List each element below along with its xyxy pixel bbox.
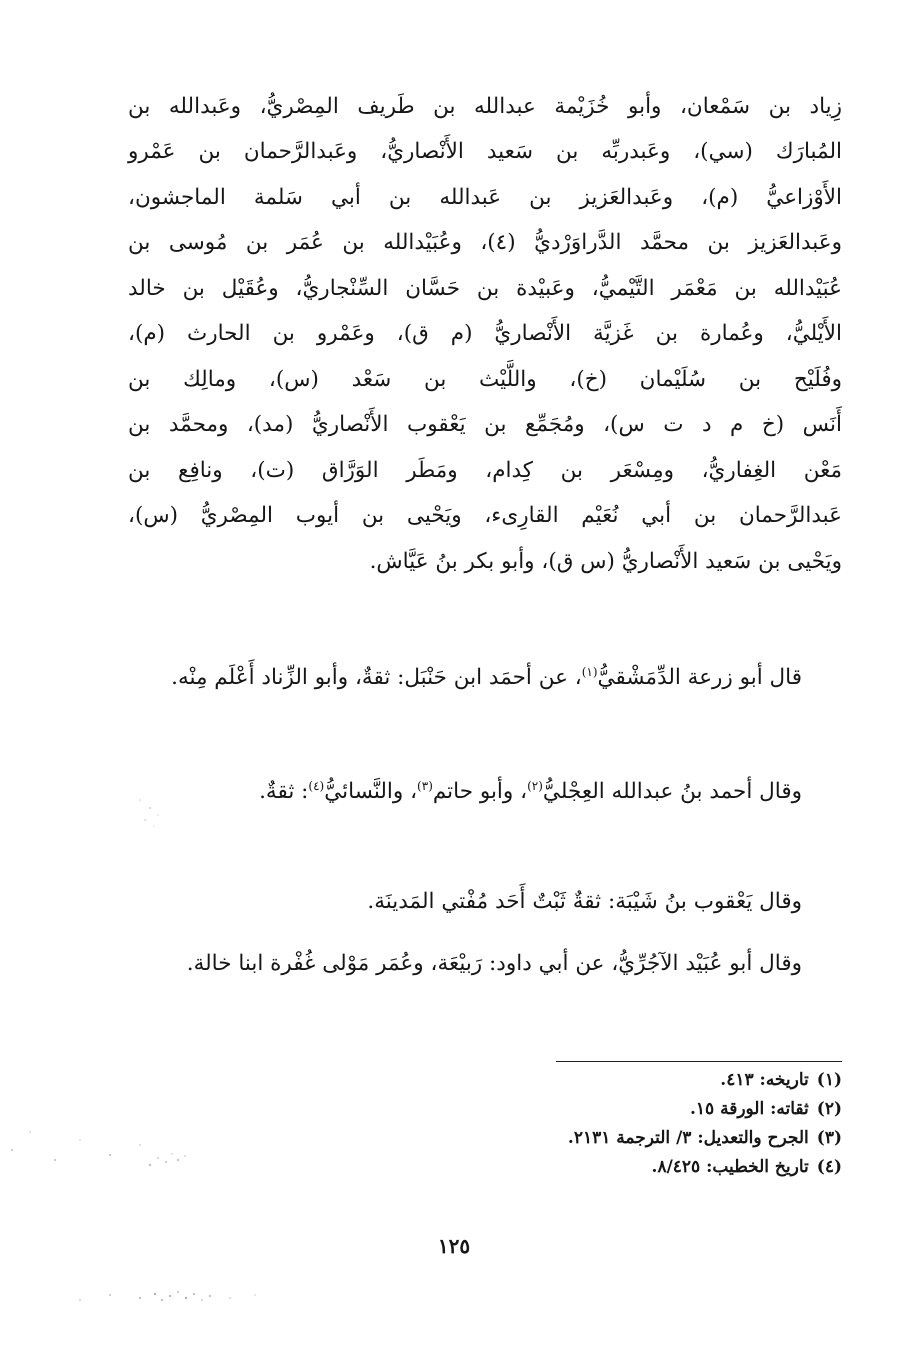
body-line: المُبارَك (سي)، وعَبدربِّه بن سَعيد الأَنْصاريُّ، وعَبدالرَّحمان بن عَمْرو [128,139,842,164]
footnote-divider [556,1061,842,1062]
body-line: عُبَيْدالله بن مَعْمَر التَّيْميُّ، وعَبيْدة بن حَسَّان السِّنْجاريُّ، وعُقَيْل بن خالد [128,276,842,301]
body-line: عَبدالرَّحمان بن أبي نُعَيْم القارِىء، ويَحْيى بن أيوب المِصْريُّ (س)، [128,503,842,528]
footnote-number: (٣) [816,1128,842,1148]
footnote-text: تاريخ الخطيب: ٨/٤٢٥. [651,1157,809,1177]
footnote-text: ثقاته: الورقة ١٥. [689,1099,809,1119]
body-line: الأَوْزاعيُّ (م)، وعَبدالعَزيز بن عَبدالله بن أبي سَلمة الماجشون، [128,185,842,210]
page-number: ١٢٥ [437,1234,471,1258]
footnote-item [362,1124,842,1153]
body-line: وعَبدالعَزيز بن محمَّد الدَّراوَرْديُّ (٤)، وعُبَيْدالله بن عُمَر بن مُوسى بن [128,230,842,255]
body-line: أَنَس (خ م د ت س)، ومُجَمِّع بن يَعْقوب الأَنْصاريُّ (مد)، ومحمَّد بن [128,412,842,437]
paragraph-ajurri: وقال أبو عُبَيْد الآجُرِّيُّ، عن أبي داود: رَبيْعَة، وعُمَر مَوْلى غُفْرة ابنا خالة. [186,951,802,976]
scan-speckle-left [0,1110,200,1190]
footnote-text: الجرح والتعديل: ٣/ الترجمة ٢١٣١. [567,1128,809,1148]
paragraph-text: قال أبو زرعة الدِّمَشْقيُّ [597,665,802,690]
body-line: الأَيْليُّ، وعُمارة بن غَزيَّة الأَنْصاريُّ (م ق)، وعَمْرو بن الحارث (م)، [128,321,842,346]
body-line: زِياد بن سَمْعان، وأبو خُزَيْمة عبدالله بن طَريف المِصْريُّ، وعَبدالله بن [128,94,842,119]
paragraph-text: : ثقةٌ. [259,779,309,804]
paragraph-text: ، وأبو حاتم [432,779,528,804]
footnote-item [362,1066,842,1095]
footnote-number: (١) [816,1070,842,1090]
body-line: مَعْن الغِفاريُّ، ومِسْعَر بن كِدام، ومَطَر الوَرَّاق (ت)، ونافِع بن [128,458,842,483]
footnote-item [362,1095,842,1124]
footnotes-list [362,1066,842,1182]
footnote-ref-3: (٣) [417,779,433,793]
paragraph-text: ، والنَّسائيُّ [324,779,418,804]
footnote-ref-2: (٢) [527,779,543,793]
paragraph-ijli [128,767,842,817]
paragraph-text: ، عن أحمَد ابن حَنْبَل: ثقةٌ، وأبو الزِّناد أَعْلَم مِنْه. [171,665,582,690]
footnote-ref-1: (١) [581,665,598,679]
footnote-number: (٢) [816,1099,842,1119]
scan-speckle-bottom [60,1270,280,1320]
footnote-text: تاريخه: ٤١٣. [720,1070,809,1090]
footnote-number: (٤) [816,1157,842,1177]
body-line: وفُلَيْح بن سُلَيْمان (خ)، واللَّيْث بن سَعْد (س)، ومالِك بن [128,367,843,392]
footnote-item [362,1153,842,1182]
body-line: ويَحْيى بن سَعيد الأَنْصاريُّ (س ق)، وأبو بكر بنُ عَيَّاش. [369,549,842,574]
footnote-ref-4: (٤) [308,779,325,793]
paragraph-abu-zura [128,653,842,703]
paragraph-yaqub: وقال يَعْقوب بنُ شَيْبَة: ثقةٌ ثَبْتٌ أَحَد مُفْتي المَدينَة. [367,889,802,914]
paragraph-text: وقال أحمد بنُ عبدالله العِجْليُّ [542,779,802,804]
